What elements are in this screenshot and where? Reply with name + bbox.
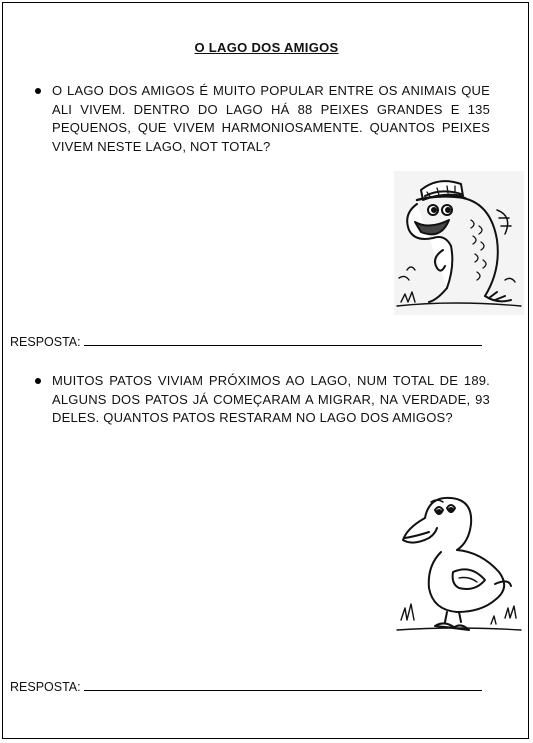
answer-line-2[interactable] [84, 689, 482, 691]
page-title: O LAGO DOS AMIGOS [194, 40, 339, 55]
duck-icon [395, 488, 523, 638]
question-1 [52, 82, 490, 156]
answer-label-1: RESPOSTA: [10, 335, 81, 349]
answer-label-2: RESPOSTA: [10, 680, 81, 694]
bullet-icon [35, 88, 41, 94]
bullet-icon [35, 378, 41, 384]
answer-line-1[interactable] [84, 344, 482, 346]
fish-with-cap-icon [393, 170, 525, 316]
question-2-text: MUITOS PATOS VIVIAM PRÓXIMOS AO LAGO, NUM TOTAL DE 189. ALGUNS DOS PATOS JÁ COMEÇARAM A MIGRAR, NA VERDADE, 93 DELES. QUANTOS PATOS RESTARAM NO LAGO DOS AMIGOS? [52, 373, 490, 425]
answer-row-1 [10, 335, 482, 349]
question-1-text: O LAGO DOS AMIGOS É MUITO POPULAR ENTRE OS ANIMAIS QUE ALI VIVEM. DENTRO DO LAGO HÁ 88 PEIXES GRANDES E 135 PEQUENOS, QUE VIVEM HARMONIOSAMENTE. QUANTOS PEIXES VIVEM NESTE LAGO, NOT TOTAL? [52, 83, 490, 154]
answer-row-2 [10, 680, 482, 694]
question-2 [52, 372, 490, 428]
